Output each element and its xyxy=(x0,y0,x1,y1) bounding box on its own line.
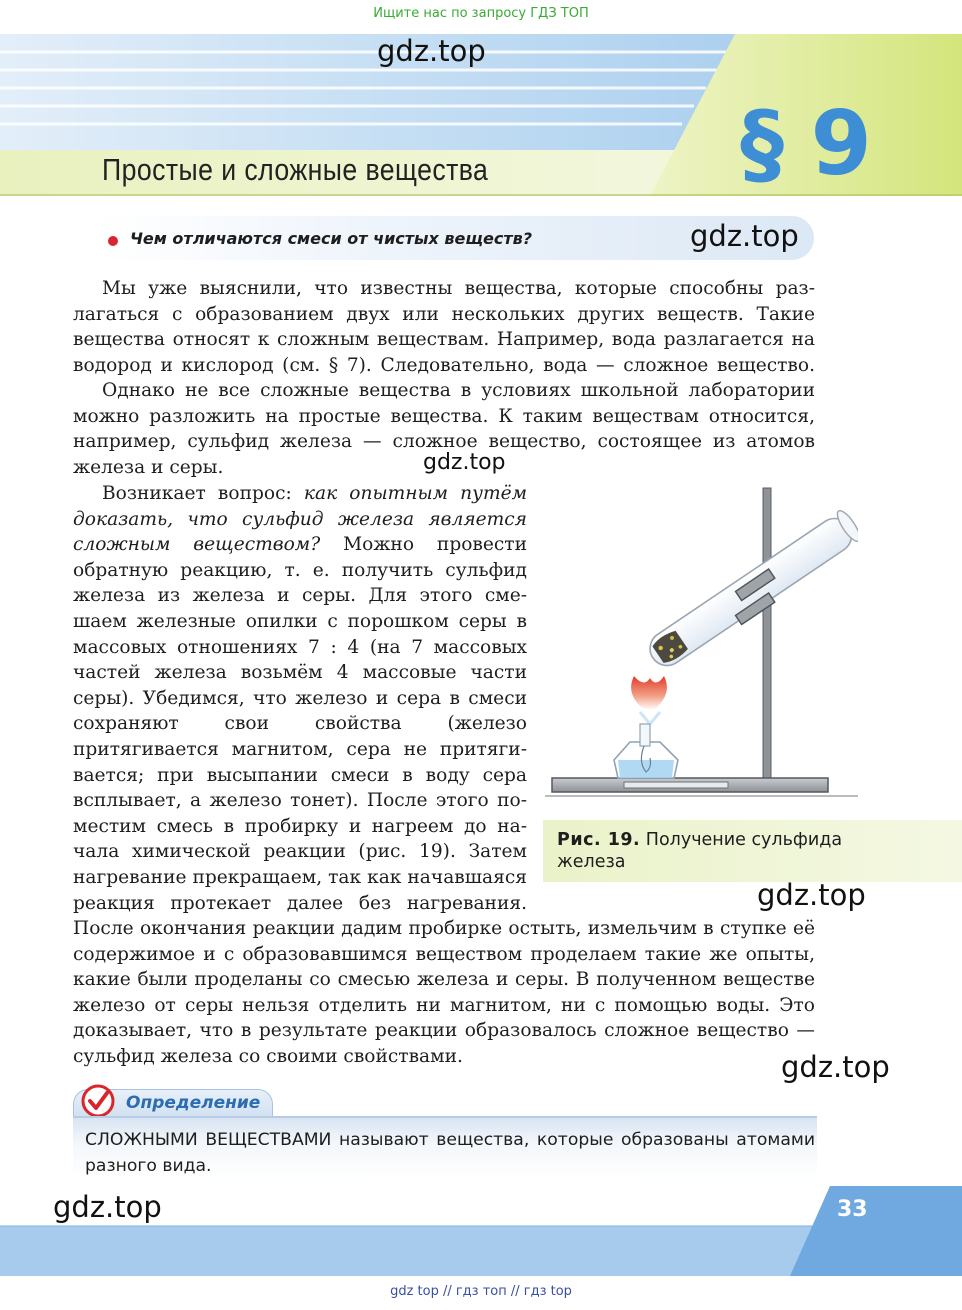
watermark: gdz.top xyxy=(53,1190,162,1224)
paragraph-3-start: Возникает вопрос: xyxy=(102,483,304,504)
definition-text xyxy=(85,1127,815,1179)
figure-apparatus xyxy=(540,480,858,800)
key-question: Чем отличаются смеси от чистых веществ? xyxy=(130,229,533,248)
watermark: gdz.top xyxy=(781,1050,890,1084)
bullet-dot-icon xyxy=(108,236,118,246)
top-note: Ищите нас по запросу ГДЗ ТОП xyxy=(373,6,589,21)
watermark: gdz.top xyxy=(423,450,506,475)
paragraph-3-question: как опытным путём доказать, что сульфид железа является сложным веществом? xyxy=(73,483,527,556)
section-title: Простые и сложные вещества xyxy=(102,152,489,187)
definition-term: СЛОЖНЫМИ ВЕЩЕСТВАМИ xyxy=(85,1130,332,1150)
page-number: 33 xyxy=(837,1197,868,1222)
paragraph-4: После окончания реакции дадим пробирке остыть, измельчим в ступке её содержимое и с образовавшимся веществом проделаем такие же опыты, какие были проделаны со смесью железа и серы. В полученном веществе железо от серы нельзя отделить ни магнитом, ни с помощью воды. Это доказывает, что в результате реакции образовалось сложное вещество — сульфид железа со своими свойствами. xyxy=(73,918,815,1067)
paragraph-1: Мы уже выяснили, что известны вещества, которые способны разлагаться с образованием двух или нескольких других веществ. Такие вещества относят к сложным веществам. Например, вода разлагается на водород и кислород (см. § 7). Следовательно, вода — сложное вещество. xyxy=(73,278,815,376)
watermark: gdz.top xyxy=(690,219,799,253)
section-number: § 9 xyxy=(740,92,870,195)
watermark: gdz.top xyxy=(757,878,866,912)
checkmark-icon xyxy=(80,1083,116,1119)
watermark: gdz.top xyxy=(377,34,486,68)
figure-label: Рис. 19. xyxy=(557,830,641,850)
definition-title: Определение xyxy=(126,1093,261,1113)
definition-body: называют вещества, которые образованы атомами разного вида. xyxy=(85,1130,815,1176)
figure-caption-text: Получение сульфида железа xyxy=(557,830,843,872)
paragraph-2: Однако не все сложные вещества в условиях школьной лаборатории можно разложить на простые вещества. К таким веществам относится, например, сульфид железа — сложное вещество, состоящее из атомов железа и серы. xyxy=(73,380,815,478)
paragraph-3-rest: Можно провести обратную реакцию, т. е. получить сульфид железа из железа и серы. Для этого смешаем железные опилки с порошком серы в массовых отношениях 7 : 4 (на 7 массовых частей железа возьмём 4 массовые части серы). Убедимся, что железо и сера в смеси сохраняют свои свойства (железо притягивается магнитом, сера не притягивается; при высыпании смеси в воду сера всплывает, а железо тонет). После этого поместим смесь в пробирку и нагреем до начала химической реакции (рис. 19). Затем нагревание прекращаем, так как начавшаяся реакция протекает далее без нагревания. xyxy=(73,534,527,914)
bottom-note: gdz top // гдз топ // гдз top xyxy=(390,1284,572,1299)
paragraph-3 xyxy=(73,481,527,916)
figure-caption xyxy=(557,829,887,873)
